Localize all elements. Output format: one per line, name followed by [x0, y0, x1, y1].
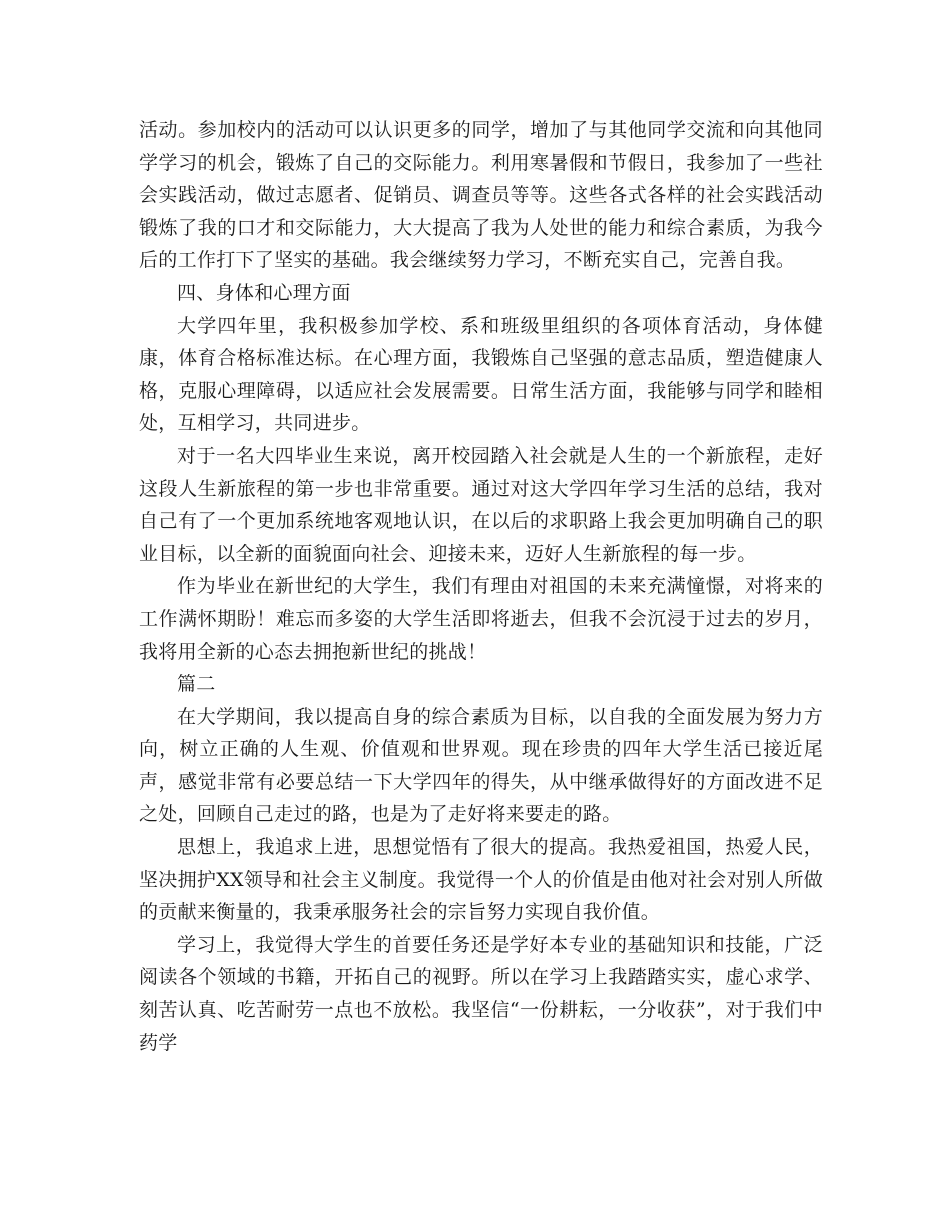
document-body [139, 114, 823, 1059]
paragraph: 学习上，我觉得大学生的首要任务还是学好本专业的基础知识和技能，广泛阅读各个领域的书籍，开拓自己的视野。所以在学习上我踏踏实实，虚心求学、刻苦认真、吃苦耐劳一点也不放松。我坚信“一份耕耘，一分收获”，对于我们中药学 [139, 933, 823, 1054]
paragraph-continuation: 活动。参加校内的活动可以认识更多的同学，增加了与其他同学交流和向其他同学学习的机会，锻炼了自己的交际能力。利用寒暑假和节假日，我参加了一些社会实践活动，做过志愿者、促销员、调查员等等。这些各式各样的社会实践活动锻炼了我的口才和交际能力，大大提高了我为人处世的能力和综合素质，为我今后的工作打下了坚实的基础。我会继续努力学习，不断充实自己，完善自我。 [139, 119, 823, 272]
paragraph: 在大学期间，我以提高自身的综合素质为目标，以自我的全面发展为努力方向，树立正确的人生观、价值观和世界观。现在珍贵的四年大学生活已接近尾声，感觉非常有必要总结一下大学四年的得失，从中继承做得好的方面改进不足之处，回顾自己走过的路，也是为了走好将来要走的路。 [139, 705, 823, 826]
paragraph: 大学四年里，我积极参加学校、系和班级里组织的各项体育活动，身体健康，体育合格标准达标。在心理方面，我锻炼自己坚强的意志品质，塑造健康人格，克服心理障碍，以适应社会发展需要。日常生活方面，我能够与同学和睦相处，互相学习，共同进步。 [139, 314, 823, 435]
section-heading-body-and-mind: 四、身体和心理方面 [177, 281, 351, 304]
section-heading-part-two: 篇二 [177, 673, 216, 696]
paragraph: 作为毕业在新世纪的大学生，我们有理由对祖国的未来充满憧憬，对将来的工作满怀期盼！难忘而多姿的大学生活即将逝去，但我不会沉浸于过去的岁月，我将用全新的心态去拥抱新世纪的挑战！ [139, 575, 823, 663]
paragraph: 对于一名大四毕业生来说，离开校园踏入社会就是人生的一个新旅程，走好这段人生新旅程的第一步也非常重要。通过对这大学四年学习生活的总结，我对自己有了一个更加系统地客观地认识，在以后的求职路上我会更加明确自己的职业目标，以全新的面貌面向社会、迎接未来，迈好人生新旅程的每一步。 [139, 444, 823, 565]
paragraph: 思想上，我追求上进，思想觉悟有了很大的提高。我热爱祖国，热爱人民，坚决拥护XX领导和社会主义制度。我觉得一个人的价值是由他对社会对别人所做的贡献来衡量的，我秉承服务社会的宗旨努力实现自我价值。 [139, 836, 823, 924]
